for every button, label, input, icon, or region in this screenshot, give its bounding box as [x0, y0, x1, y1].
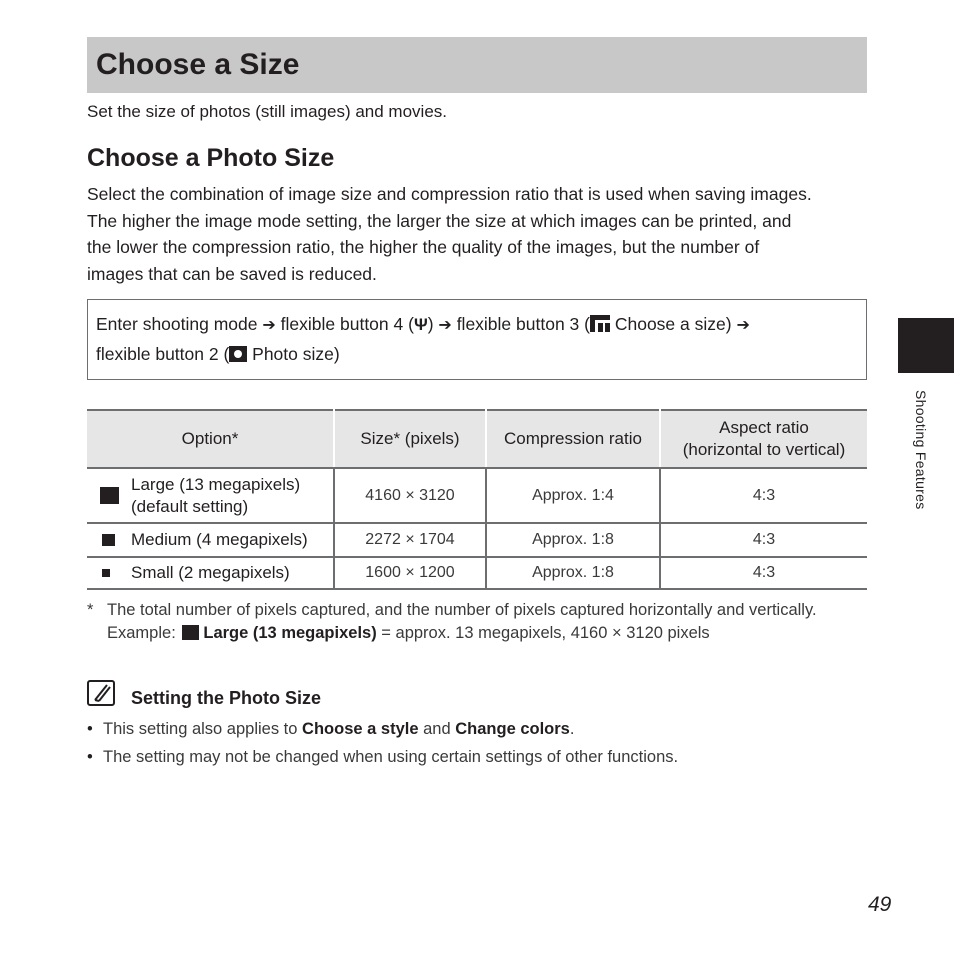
header-option: Option* — [87, 410, 334, 468]
section-title: Choose a Photo Size — [87, 144, 335, 172]
path-step-shooting-mode: Enter shooting mode — [96, 314, 258, 334]
size-cell: 4160 × 3120 — [334, 468, 486, 523]
footnote-line: The total number of pixels captured, and the number of pixels captured horizontally and vertically. — [107, 601, 817, 619]
path-paren: ) — [427, 314, 434, 334]
side-tab-label: Shooting Features — [913, 390, 929, 510]
medium-size-icon — [102, 534, 115, 546]
large-size-icon — [182, 625, 199, 640]
path-step-button-2: flexible button 2 ( — [96, 344, 230, 364]
page-title: Choose a Size — [96, 48, 300, 81]
table-row — [87, 468, 867, 523]
compression-cell: Approx. 1:4 — [486, 468, 660, 523]
title-bar — [87, 37, 867, 93]
menu-path-line-1 — [96, 310, 858, 340]
bullet-bold-colors: Change colors — [455, 720, 570, 738]
option-label — [131, 474, 300, 518]
note-title: Setting the Photo Size — [131, 688, 322, 708]
bullet-text: and — [423, 720, 451, 738]
wrench-icon: Ψ — [413, 315, 428, 334]
side-tab — [898, 318, 954, 373]
arrow-right-icon: ➔ — [736, 317, 750, 334]
option-cell — [87, 523, 334, 557]
menu-path-box — [87, 299, 867, 380]
option-line2: (default setting) — [131, 496, 249, 516]
compression-cell: Approx. 1:8 — [486, 523, 660, 557]
example-rest: = approx. 13 megapixels, 4160 × 3120 pixels — [381, 624, 710, 642]
path-label-photo-size: Photo size) — [252, 344, 340, 364]
header-size: Size* (pixels) — [334, 410, 486, 468]
description-line: Select the combination of image size and compression ratio that is used when saving images. — [87, 184, 812, 204]
size-cell: 1600 × 1200 — [334, 557, 486, 589]
large-size-icon — [100, 487, 119, 504]
table-row — [87, 557, 867, 589]
menu-path-line-2 — [96, 340, 858, 368]
list-item — [87, 715, 678, 743]
bullet-period: . — [569, 720, 575, 738]
note-bullet-list — [87, 715, 678, 771]
header-aspect-line2: (horizontal to vertical) — [682, 440, 846, 459]
aspect-cell: 4:3 — [660, 557, 867, 589]
header-aspect — [660, 410, 867, 468]
small-size-icon — [102, 569, 110, 577]
photo-size-table — [87, 409, 867, 590]
bullet-text: This setting also applies to — [103, 720, 298, 738]
footnote-marker: * — [87, 601, 94, 619]
option-label: Small (2 megapixels) — [131, 563, 290, 582]
section-description — [87, 181, 877, 287]
footnote-example — [107, 622, 710, 645]
table-row — [87, 523, 867, 557]
size-cell: 2272 × 1704 — [334, 523, 486, 557]
arrow-right-icon: ➔ — [438, 317, 452, 334]
description-line: The higher the image mode setting, the larger the size at which images can be printed, and — [87, 210, 792, 231]
camera-icon — [229, 346, 247, 362]
header-compression: Compression ratio — [486, 410, 660, 468]
option-label: Medium (4 megapixels) — [131, 530, 308, 549]
description-line: the lower the compression ratio, the higher the quality of the images, but the number of — [87, 237, 760, 257]
list-item: • The setting may not be changed when using certain settings of other functions. — [87, 743, 678, 771]
path-label-choose-size: Choose a size) — [614, 314, 732, 334]
header-aspect-line1: Aspect ratio — [719, 418, 809, 437]
path-step-button-3: flexible button 3 ( — [456, 314, 590, 334]
option-cell — [87, 557, 334, 589]
description-line: images that can be saved is reduced. — [87, 263, 377, 284]
compression-cell: Approx. 1:8 — [486, 557, 660, 589]
aspect-cell: 4:3 — [660, 523, 867, 557]
option-cell — [87, 468, 334, 523]
note-pencil-icon — [87, 680, 115, 706]
aspect-cell: 4:3 — [660, 468, 867, 523]
choose-size-icon — [590, 315, 610, 332]
bullet-bold-style: Choose a style — [302, 720, 419, 738]
table-header-row — [87, 410, 867, 468]
example-label: Example: — [107, 624, 176, 642]
option-line1: Large (13 megapixels) — [131, 474, 301, 494]
page-number: 49 — [868, 893, 892, 916]
path-step-button-4: flexible button 4 ( — [280, 314, 414, 334]
example-option: Large (13 megapixels) — [203, 624, 377, 642]
arrow-right-icon: ➔ — [262, 317, 276, 334]
intro-text: Set the size of photos (still images) and movies. — [87, 102, 447, 121]
